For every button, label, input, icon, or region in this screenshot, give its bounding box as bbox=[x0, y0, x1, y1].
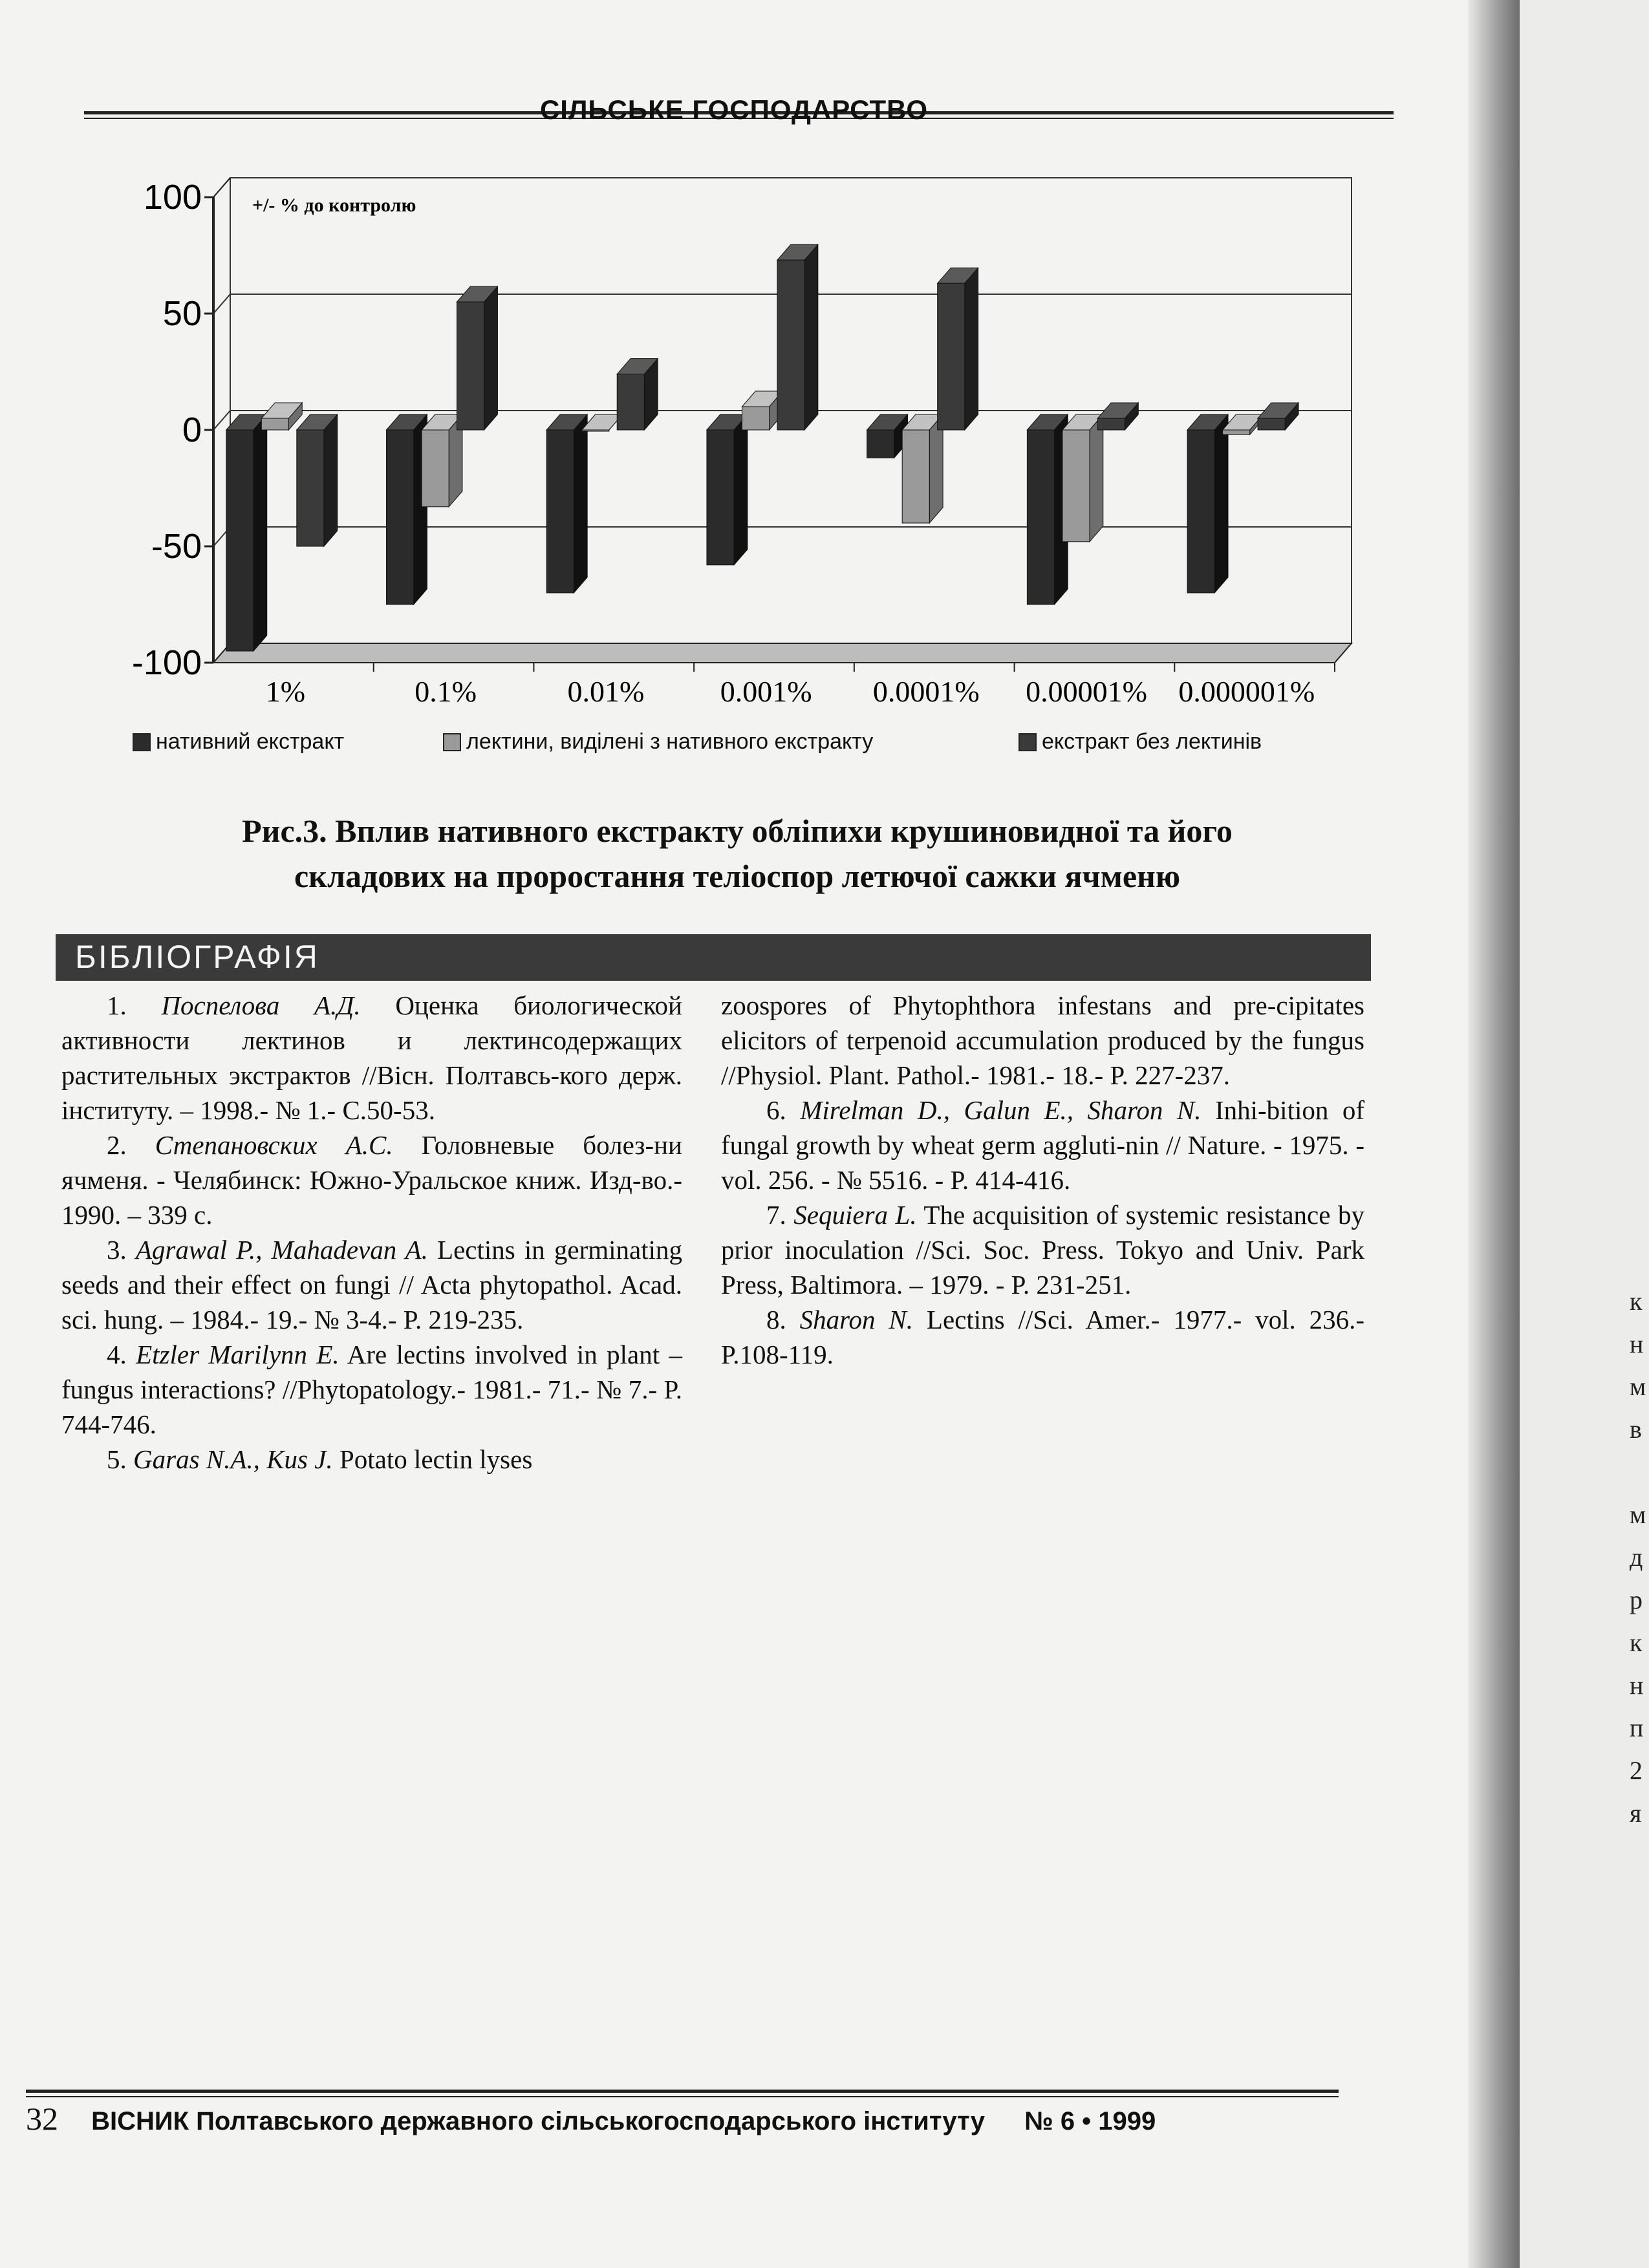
reference-1 bbox=[61, 988, 682, 1128]
bar-no-lectins bbox=[457, 302, 484, 430]
reference-7 bbox=[721, 1197, 1364, 1302]
reference-author: Etzler Marilynn E. bbox=[136, 1340, 339, 1369]
bar-no-lectins bbox=[938, 283, 965, 430]
bar-no-lectins-side bbox=[484, 286, 498, 430]
reference-number: 6. bbox=[766, 1095, 801, 1125]
x-tick-label: 1% bbox=[265, 675, 306, 708]
reference-text: Lectins //Sci. Amer.- 1977.- vol. 236.- P.108-119. bbox=[721, 1305, 1365, 1369]
footer-rule bbox=[26, 2090, 1339, 2093]
bar-lectins bbox=[1062, 430, 1090, 542]
bar-native bbox=[1027, 430, 1054, 604]
bar-native-side bbox=[1214, 414, 1228, 593]
bar-no-lectins-side bbox=[804, 244, 818, 430]
bar-native-side bbox=[574, 414, 587, 593]
adjacent-page-letters bbox=[1630, 1280, 1649, 1835]
y-tick-label: 100 bbox=[143, 178, 202, 217]
chart-annotation: +/- % до контролю bbox=[252, 195, 416, 216]
reference-text: Are lectins involved in plant – fungus interactions? //Phytopatology.- 1981.- 71.- № 7.- P. 744-746. bbox=[61, 1340, 682, 1439]
legend-label-native: нативний екстракт bbox=[156, 729, 345, 754]
reference-number: 8. bbox=[766, 1305, 800, 1334]
caption-line-1: Рис.3. Вплив нативного екстракту обліпихи крушиновидної та його bbox=[242, 813, 1233, 849]
bar-native-side bbox=[253, 414, 267, 651]
bibliography-column-left bbox=[61, 988, 682, 1477]
adjacent-letter: я bbox=[1630, 1799, 1642, 1828]
legend-swatch-native bbox=[133, 733, 151, 751]
y-tick-label: -50 bbox=[151, 527, 202, 566]
reference-4 bbox=[61, 1337, 682, 1442]
adjacent-letter: м bbox=[1630, 1372, 1646, 1401]
bar-native bbox=[707, 430, 734, 565]
book-gutter bbox=[1468, 0, 1520, 2268]
reference-number: 5. bbox=[107, 1444, 133, 1474]
legend-swatch-lectins bbox=[443, 733, 461, 751]
y-tick-label: 50 bbox=[162, 294, 202, 333]
legend-item-lectins bbox=[443, 729, 873, 754]
y-tick-label: -100 bbox=[131, 643, 202, 682]
reference-author: Garas N.A., Kus J. bbox=[133, 1444, 333, 1474]
bar-lectins-side bbox=[929, 414, 943, 523]
reference-number: 2. bbox=[107, 1130, 155, 1160]
reference-6 bbox=[721, 1093, 1364, 1197]
bar-lectins bbox=[582, 430, 609, 431]
chart-floor bbox=[213, 643, 1352, 663]
gridline-depth bbox=[213, 411, 230, 430]
legend-label-no-lectins: екстракт без лектинів bbox=[1042, 729, 1262, 754]
x-tick-label: 0.0001% bbox=[872, 675, 980, 708]
bar-no-lectins bbox=[1258, 418, 1285, 430]
bar-lectins bbox=[742, 407, 769, 430]
bar-no-lectins bbox=[777, 260, 804, 430]
adjacent-letter: в bbox=[1630, 1415, 1642, 1444]
reference-text: Оценка биологической активности лектинов и лектинсодержащих растительных экстрактов //Вісн. Полтавсь-кого держ. інституту. – 1998.- № 1.- С.50-53. bbox=[61, 990, 682, 1125]
bar-no-lectins bbox=[297, 430, 324, 546]
caption-line-2: складових на проростання теліоспор летючої сажки ячменю bbox=[294, 858, 1181, 894]
bar-lectins bbox=[422, 430, 449, 507]
bar-lectins-top bbox=[582, 414, 623, 430]
adjacent-letter: д bbox=[1630, 1543, 1643, 1572]
bar-no-lectins bbox=[1097, 418, 1125, 430]
reference-number: 7. bbox=[766, 1200, 794, 1230]
bar-native bbox=[546, 430, 574, 593]
bar-no-lectins-side bbox=[965, 268, 978, 430]
bar-native bbox=[867, 430, 894, 458]
bar-lectins bbox=[261, 418, 288, 430]
journal-name: ВІСНИК Полтавського державного сільськогосподарського інституту bbox=[91, 2107, 985, 2135]
bibliography-column-right bbox=[721, 988, 1364, 1372]
reference-text: Inhi-bition of fungal growth by wheat germ aggluti-nin // Nature. - 1975. - vol. 256. - № 5516. - P. 414-416. bbox=[721, 1095, 1364, 1195]
journal-issue: № 6 • 1999 bbox=[1024, 2107, 1156, 2135]
reference-3 bbox=[61, 1232, 682, 1337]
reference-number: 4. bbox=[107, 1340, 136, 1369]
adjacent-letter: м bbox=[1630, 1500, 1646, 1529]
reference-text: Головневые болез-ни ячменя. - Челябинск: Южно-Уральское книж. Изд-во.- 1990. – 339 с. bbox=[61, 1130, 682, 1230]
bar-chart bbox=[84, 155, 1384, 802]
adjacent-letter: н bbox=[1630, 1329, 1644, 1358]
reference-5-continuation: zoospores of Phytophthora infestans and pre-cipitates elicitors of terpenoid accumulation produced by the fungus //Physiol. Plant. Pathol.- 1981.- 18.- P. 227-237. bbox=[721, 990, 1364, 1090]
x-tick-label: 0.000001% bbox=[1178, 675, 1315, 708]
bar-no-lectins-side bbox=[324, 414, 338, 546]
reference-2 bbox=[61, 1128, 682, 1232]
adjacent-letter bbox=[1630, 1451, 1649, 1493]
x-tick-label: 0.1% bbox=[415, 675, 477, 708]
reference-author: Sharon N. bbox=[799, 1305, 914, 1334]
adjacent-letter: п bbox=[1630, 1713, 1644, 1742]
section-title: СІЛЬСЬКЕ ГОСПОДАРСТВО bbox=[539, 94, 929, 125]
bar-no-lectins bbox=[617, 374, 644, 430]
reference-8 bbox=[721, 1302, 1364, 1372]
figure-caption bbox=[116, 808, 1358, 899]
y-tick-label: 0 bbox=[182, 411, 202, 449]
bar-lectins bbox=[902, 430, 929, 523]
chart-svg bbox=[84, 155, 1384, 737]
adjacent-letter: 2 bbox=[1630, 1756, 1643, 1785]
bar-native-side bbox=[734, 414, 748, 565]
footer-rule-thin bbox=[26, 2096, 1339, 2097]
adjacent-letter: к bbox=[1630, 1628, 1643, 1657]
x-tick-label: 0.01% bbox=[567, 675, 645, 708]
reference-author: Sequiera L. bbox=[793, 1200, 917, 1230]
legend-swatch-no-lectins bbox=[1018, 733, 1037, 751]
reference-author: Степановских А.С. bbox=[155, 1130, 393, 1160]
bar-lectins-side bbox=[1090, 414, 1103, 542]
adjacent-letter: н bbox=[1630, 1671, 1644, 1700]
reference-number: 3. bbox=[107, 1235, 136, 1265]
bar-native bbox=[1187, 430, 1214, 593]
page-footer bbox=[26, 2100, 1319, 2137]
adjacent-letter: к bbox=[1630, 1287, 1643, 1316]
page-number: 32 bbox=[26, 2101, 58, 2137]
legend-label-lectins: лектини, виділені з нативного екстракту bbox=[466, 729, 874, 754]
legend-item-no-lectins bbox=[1018, 729, 1262, 754]
reference-text: The acquisition of systemic resistance by prior inoculation //Sci. Soc. Press. Tokyo and Univ. Park Press, Baltimora. – 1979. - P. 231-251. bbox=[721, 1200, 1364, 1300]
adjacent-letter: р bbox=[1630, 1585, 1643, 1614]
bar-native bbox=[226, 430, 253, 651]
bar-native bbox=[387, 430, 414, 604]
reference-number: 1. bbox=[107, 990, 162, 1020]
bibliography-title: БІБЛІОГРАФІЯ bbox=[75, 939, 319, 975]
reference-5 bbox=[61, 1442, 682, 1477]
reference-author: Agrawal P., Mahadevan A. bbox=[135, 1235, 428, 1265]
reference-author: Поспелова А.Д. bbox=[161, 990, 361, 1020]
bibliography-header bbox=[56, 934, 1371, 981]
legend-item-native bbox=[133, 729, 344, 754]
adjacent-page bbox=[1520, 0, 1649, 2268]
bar-lectins bbox=[1223, 430, 1250, 434]
reference-text: Lectins in germinating seeds and their effect on fungi // Acta phytopathol. Acad. sci. hung. – 1984.- 19.- № 3-4.- P. 219-235. bbox=[61, 1235, 682, 1334]
gridline-depth bbox=[213, 294, 230, 314]
x-tick-label: 0.001% bbox=[720, 675, 812, 708]
x-tick-label: 0.00001% bbox=[1026, 675, 1147, 708]
chart-legend bbox=[133, 729, 1361, 768]
reference-author: Mirelman D., Galun E., Sharon N. bbox=[800, 1095, 1202, 1125]
reference-text: Potato lectin lyses bbox=[332, 1444, 533, 1474]
y-axis-top bbox=[213, 178, 230, 197]
